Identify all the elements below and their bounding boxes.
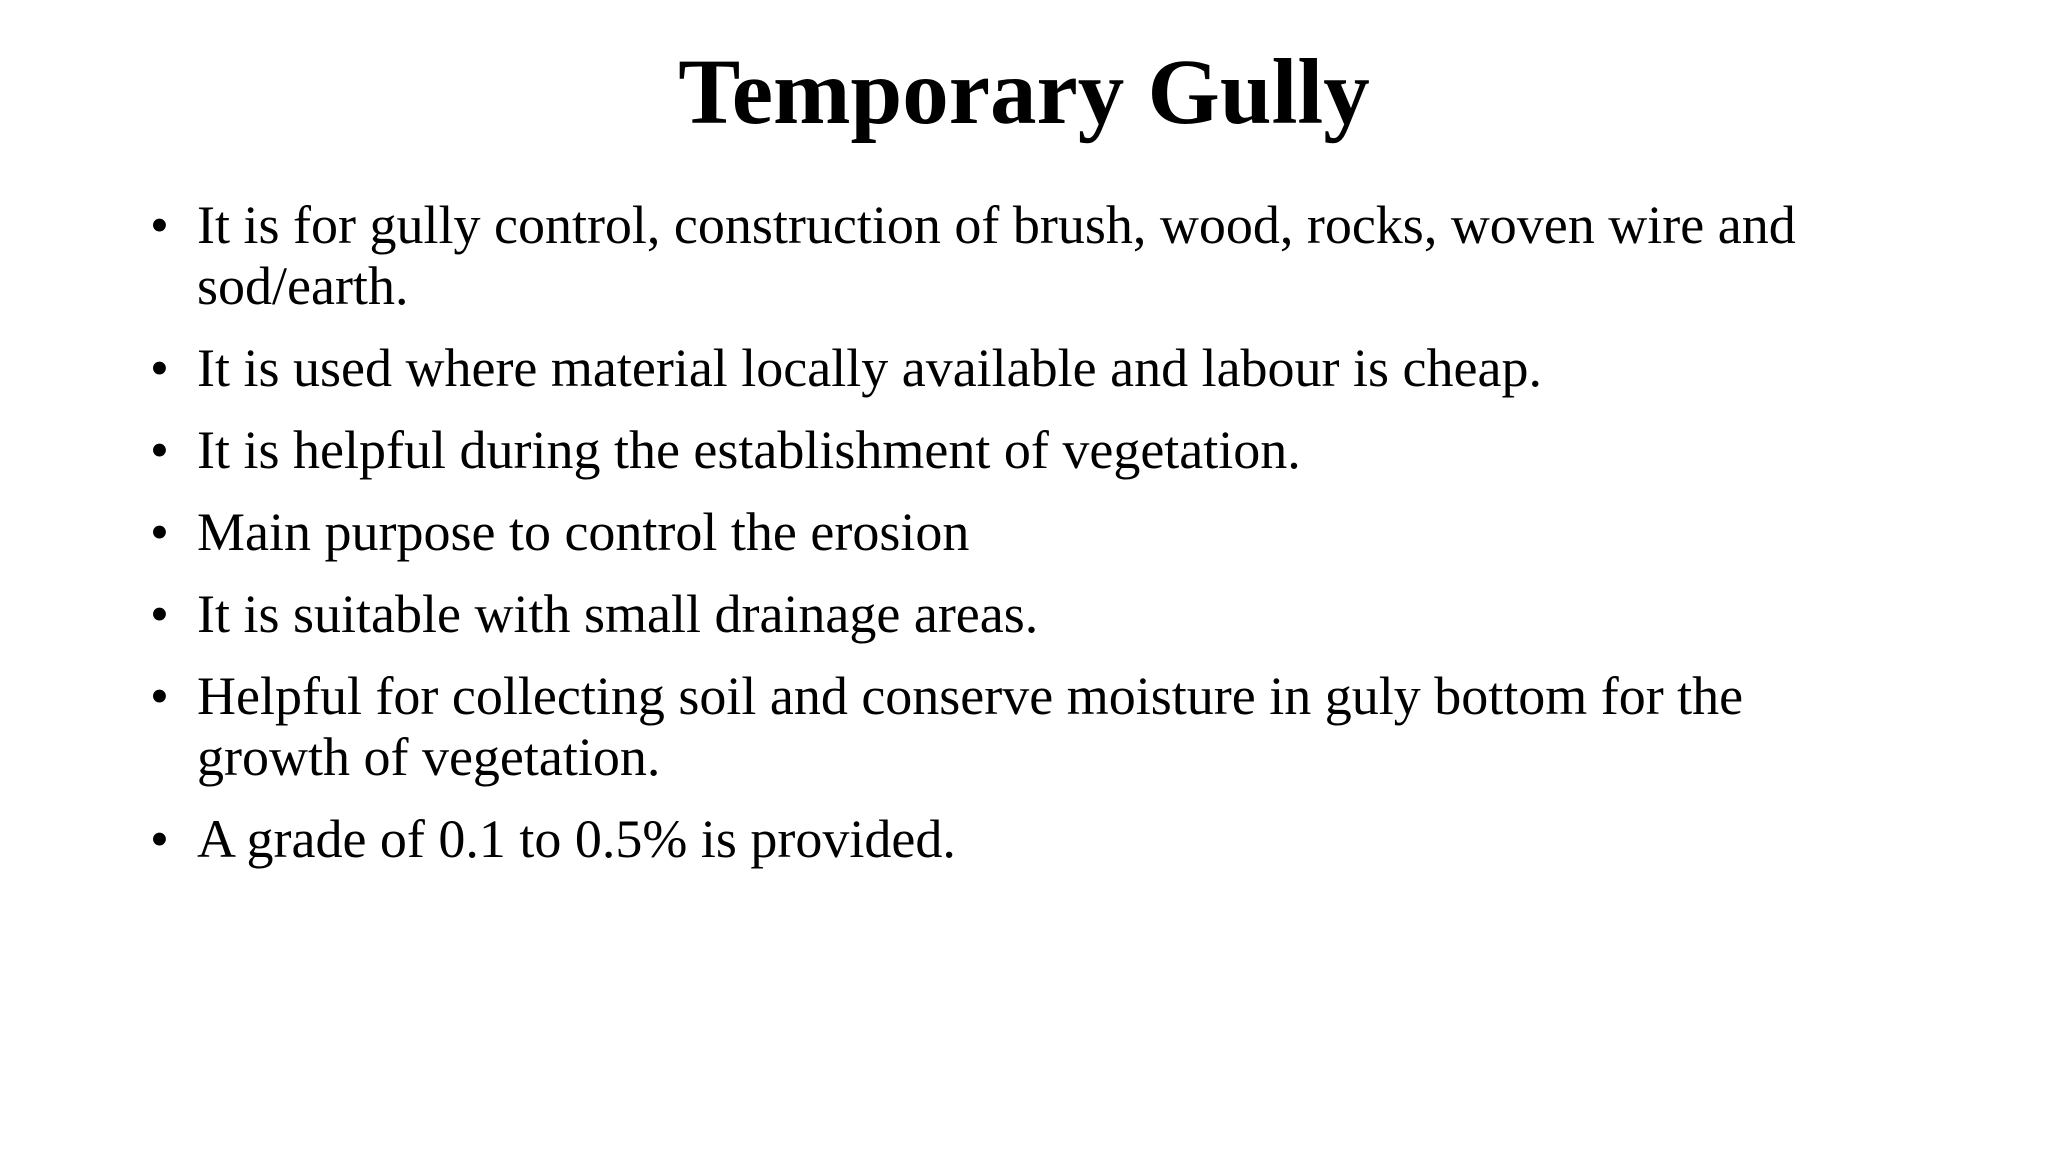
bullet-icon: • xyxy=(150,420,169,480)
bullet-text: Helpful for collecting soil and conserve moisture in guly bottom for the growth of vegetation. xyxy=(197,666,1744,787)
bullet-icon: • xyxy=(150,666,169,726)
bullet-text: It is for gully control, construction of brush, wood, rocks, woven wire and sod/earth. xyxy=(197,195,1796,316)
bullet-text: Main purpose to control the erosion xyxy=(197,502,970,562)
slide-title: Temporary Gully xyxy=(678,41,1370,144)
bullet-item xyxy=(150,338,1870,399)
bullet-text: It is suitable with small drainage areas. xyxy=(197,584,1039,644)
bullet-item xyxy=(150,666,1870,788)
bullet-list xyxy=(150,195,1870,891)
bullet-item xyxy=(150,809,1870,870)
bullet-item xyxy=(150,195,1870,317)
bullet-icon: • xyxy=(150,809,169,869)
bullet-item xyxy=(150,420,1870,481)
bullet-text: A grade of 0.1 to 0.5% is provided. xyxy=(197,809,956,869)
bullet-icon: • xyxy=(150,502,169,562)
bullet-icon: • xyxy=(150,195,169,255)
bullet-item xyxy=(150,502,1870,563)
bullet-text: It is used where material locally available and labour is cheap. xyxy=(197,338,1542,398)
bullet-text: It is helpful during the establishment of vegetation. xyxy=(197,420,1301,480)
bullet-icon: • xyxy=(150,338,169,398)
bullet-item xyxy=(150,584,1870,645)
bullet-icon: • xyxy=(150,584,169,644)
